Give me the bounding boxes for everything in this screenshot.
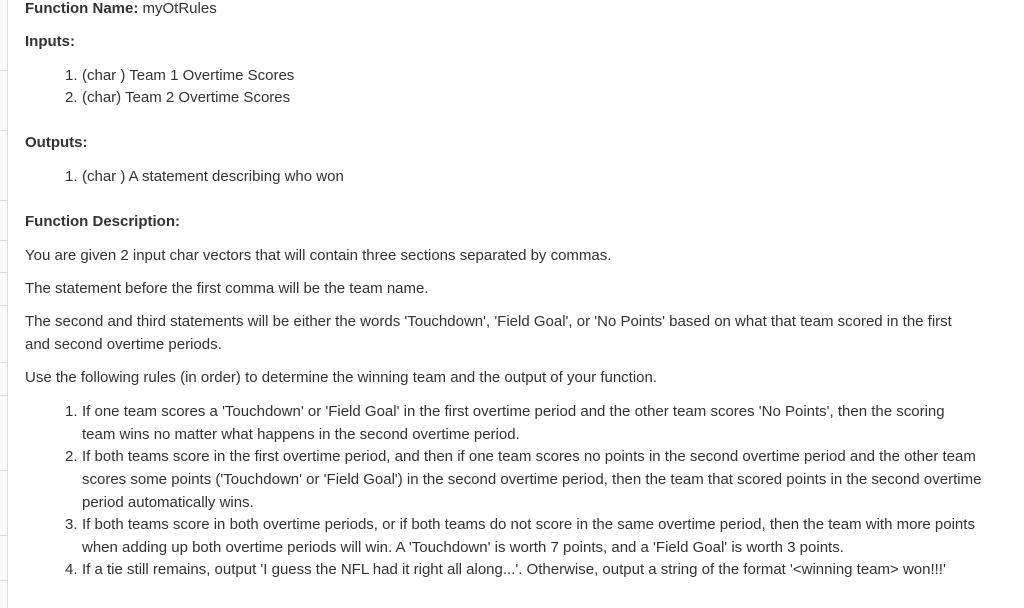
gutter-tick: [0, 70, 7, 71]
list-number: 1.: [65, 168, 78, 185]
gutter-tick: [0, 272, 7, 273]
inputs-heading: Inputs:: [25, 33, 75, 50]
list-text: If both teams score in both overtime periods, or if both teams do not score in the same overtime period, then the team with more points when adding up both overtime periods will win. A 'Touchdown' is worth 7 points, and a 'Field Goal' is worth 3 points.: [82, 516, 975, 556]
description-paragraph: The second and third statements will be either the words 'Touchdown', 'Field Goal', or 'No Points' based on what that team scored in the first and second overtime periods.: [25, 313, 952, 353]
gutter-tick: [0, 362, 7, 363]
list-number: 4.: [65, 561, 78, 578]
gutter-tick: [0, 200, 7, 201]
description-paragraph: The statement before the first comma will be the team name.: [25, 280, 429, 297]
list-text: If a tie still remains, output 'I guess the NFL had it right all along...'. Otherwise, output a string of the format '<winning team> won!!!': [82, 561, 946, 578]
list-text: If both teams score in the first overtime period, and then if one team scores no points in the second overtime period and the other team scores some points ('Touchdown' or 'Field Goal') in the second overtime period, then the team that scored points in the second overtime period automatically wins.: [82, 448, 982, 511]
gutter-tick: [0, 305, 7, 306]
left-gutter: [0, 0, 8, 608]
gutter-tick: [0, 395, 7, 396]
list-text: (char ) A statement describing who won: [82, 168, 344, 185]
description-paragraph: You are given 2 input char vectors that will contain three sections separated by commas.: [25, 247, 612, 264]
function-name-value: myOtRules: [142, 0, 217, 17]
gutter-tick: [0, 240, 7, 241]
list-text: If one team scores a 'Touchdown' or 'Field Goal' in the first overtime period and the other team scores 'No Points', then the scoring team wins no matter what happens in the second overtime period.: [82, 403, 945, 443]
gutter-tick: [0, 580, 7, 581]
description-paragraph: Use the following rules (in order) to determine the winning team and the output of your function.: [25, 369, 658, 386]
list-text: (char ) Team 1 Overtime Scores: [82, 67, 295, 84]
list-text: (char) Team 2 Overtime Scores: [82, 89, 291, 106]
list-number: 2.: [65, 89, 78, 106]
gutter-tick: [0, 130, 7, 131]
outputs-heading: Outputs:: [25, 134, 88, 151]
list-number: 2.: [65, 448, 78, 465]
list-number: 3.: [65, 516, 78, 533]
function-name-label: Function Name:: [25, 0, 139, 17]
gutter-tick: [0, 470, 7, 471]
gutter-tick: [0, 535, 7, 536]
list-number: 1.: [65, 403, 78, 420]
list-number: 1.: [65, 67, 78, 84]
function-name-line: [25, 0, 217, 18]
function-description-heading: Function Description:: [25, 213, 180, 230]
